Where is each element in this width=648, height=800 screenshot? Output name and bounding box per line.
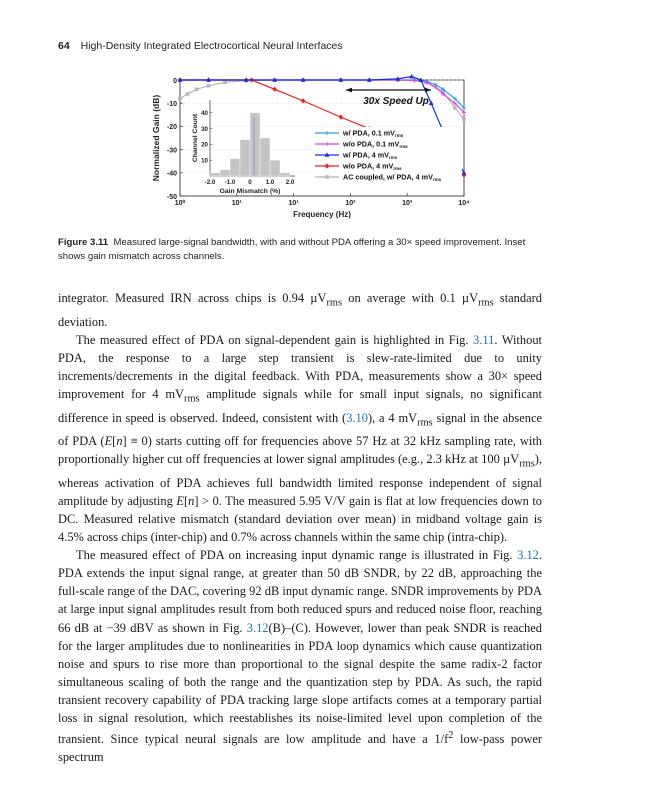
histogram-bar [280, 173, 290, 176]
y-tick-label: -40 [166, 170, 177, 178]
running-header [58, 40, 343, 52]
inset-x-tick-label: 2.0 [285, 179, 295, 186]
speedup-label: 30x Speed Up [363, 96, 429, 107]
data-point [195, 87, 199, 91]
data-point [207, 84, 211, 88]
figure-3-11 [150, 72, 480, 222]
data-point [462, 118, 466, 122]
histogram-bar [240, 140, 250, 176]
paragraph-3: The measured effect of PDA on increasing input dynamic range is illustrated in Fig. 3.12. PDA extends the input signal range, at greater than 50 dB SNDR, by 22 dB, approaching the full-scale range of the DAC, covering 92 dB input dynamic range. SNDR improvements by PDA at large input signal amplitudes result from both reduced spurs and reduced noise floor, reaching 66 dB at −39 dBV as shown in Fig. 3.12(B)–(C). However, lower than peak SNDR is reached for the larger amplitudes due to nonlinearities in PDA loop dynamics which cause quantization noise and spurs to rise more than proportional to the signal despite the same radix-2 factor simultaneous scaling of both the range and the quantization step by PDA. As such, the rapid transient recovery capability of PDA tracking large slope artifacts comes at a temporary partial loss in signal resolution, which reestablishes its noise-limited level upon completion of the transient. Since typical neural signals are low amplitude and have a $1/f^2$ low-pass power spectrum [58, 548, 542, 765]
inset-y-label: Channel Count [192, 113, 199, 163]
legend [310, 127, 462, 183]
legend-label: w/o PDA, 0.1 $mV_{rms}$ [343, 139, 408, 150]
legend-label: w/o PDA, 4 $mV_{rms}$ [343, 161, 402, 172]
histogram-bar [210, 173, 220, 176]
inset-x-tick-label: -1.0 [224, 179, 236, 186]
x-tick-label: 10³ [402, 200, 413, 207]
inset-y-tick-label: 20 [201, 141, 208, 149]
body-text [58, 289, 542, 766]
caption-text: Measured large-signal bandwidth, with and without PDA offering a 30× speed improvement. Inset shows gain mismatch across channels. [58, 237, 526, 262]
figure-ref-link[interactable]: 3.12 [246, 620, 269, 635]
legend-label: w/ PDA, 0.1 $mV_{rms}$ [343, 128, 404, 139]
data-point [223, 81, 227, 85]
histogram-bar [260, 138, 270, 176]
histogram-bar [220, 170, 230, 176]
x-axis-label: Frequency (Hz) [293, 210, 351, 219]
inset-x-tick-label: -2.0 [204, 179, 216, 186]
x-tick-label: 10² [345, 200, 356, 207]
inset-x-label: Gain Mismatch (%) [219, 188, 281, 195]
figure-ref-link[interactable]: 3.12 [517, 548, 539, 563]
data-point [409, 74, 414, 78]
page-number: 64 [58, 40, 70, 52]
y-tick-label: -30 [166, 147, 177, 155]
histogram-bar [250, 113, 260, 176]
data-point [453, 106, 457, 110]
legend-label: w/ PDA, 4 $mV_{rms}$ [343, 150, 398, 161]
inset-y-tick-label: 30 [201, 125, 208, 133]
figure-ref-link[interactable]: 3.11 [473, 332, 495, 347]
x-tick-label: 10¹ [288, 200, 299, 207]
caption-label: Figure 3.11 [58, 237, 109, 248]
y-tick-label: 0 [173, 77, 177, 85]
x-tick-label: 10¹ [231, 200, 242, 207]
inset-y-tick-label: 40 [201, 109, 208, 117]
equation-ref-link[interactable]: 3.10 [346, 410, 368, 425]
legend-label: AC coupled, w/ PDA, 4 $mV_{rms}$ [343, 172, 442, 183]
y-axis-label: Normalized Gain (dB) [151, 94, 161, 182]
inset-y-tick-label: 10 [201, 157, 208, 165]
inset-x-tick-label: 0 [248, 179, 252, 186]
data-point [186, 92, 190, 96]
paragraph-2: The measured effect of PDA on signal-dependent gain is highlighted in Fig. 3.11. Without PDA, the response to a large step transient is slew-rate-limited due to unity increments/decrements in the digital feedback. With PDA, measurements show a 30× speed improvement for 4 $mV_{rms}$ amplitude signals while for small input signals, no significant difference in speed is observed. Indeed, consistent with (3.10), a 4 $mV_{rms}$ signal in the absence of PDA (E[n] ≡ 0) starts cutting off for frequencies above 57 Hz at 32 kHz sampling rate, with proportionally higher cut off frequencies at lower signal amplitudes (e.g., 2.3 kHz at 100 µV$_{rms}$), whereas activation of PDA achieves full bandwidth limited response independent of signal amplitude by adjusting E[n] > 0. The measured 5.95 V/V gain is flat at low frequencies down to DC. Measured relative mismatch (standard deviation over mean) in midband voltage gain is 4.5% across chips (inter-chip) and 0.7% across channels within the same chip (intra-chip). [58, 332, 543, 545]
y-tick-label: -10 [166, 101, 177, 108]
running-title: High-Density Integrated Electrocortical Neural Interfaces [80, 40, 343, 52]
x-tick-label: 10⁰ [174, 200, 186, 207]
data-point [178, 97, 182, 101]
data-point [325, 175, 329, 179]
x-tick-label: 10⁴ [458, 200, 470, 207]
histogram-bar [270, 160, 280, 176]
figure-caption [58, 236, 548, 264]
histogram-bar [230, 159, 240, 176]
y-tick-label: -20 [166, 124, 177, 132]
inset-x-tick-label: 1.0 [265, 179, 275, 186]
paragraph-1: integrator. Measured IRN across chips is 0.94 µV$_{rms}$ on average with 0.1 µV$_{rms}$ standard deviation. [58, 291, 542, 329]
y-tick-label: -50 [166, 193, 177, 201]
